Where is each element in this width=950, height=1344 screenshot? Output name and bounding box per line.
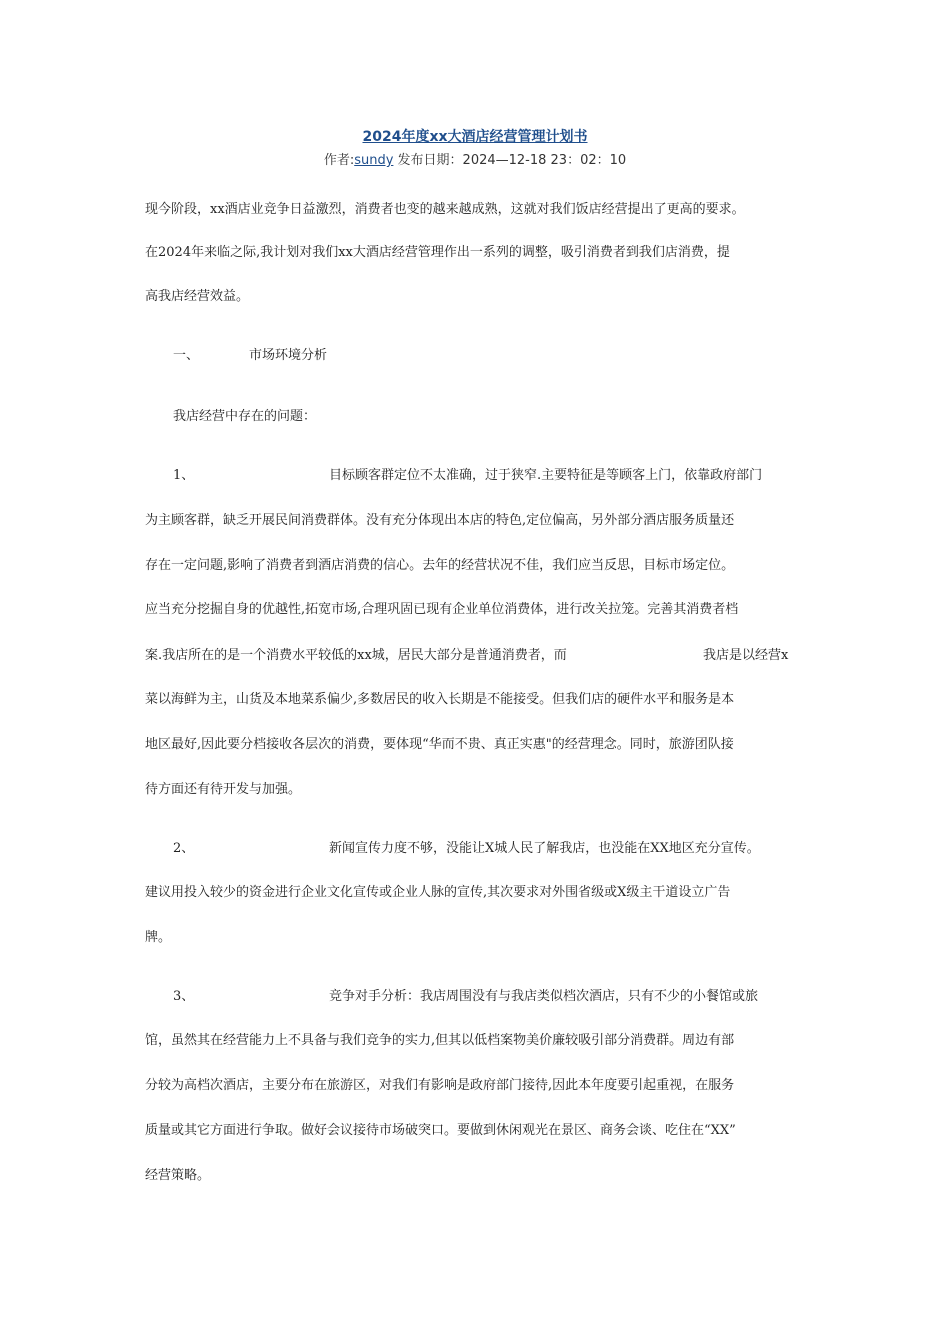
item-number: 1、 — [173, 468, 195, 483]
section-heading: 市场环境分析 — [249, 348, 328, 363]
item-line: 应当充分挖掘自身的优越性,拓宽市场,合理巩固已现有企业单位消费体，进行改关拉笼。完善其消费者档 — [145, 602, 739, 617]
subsection-heading: 我店经营中存在的问题： — [173, 409, 317, 424]
item-line: 建议用投入较少的资金进行企业文化宣传或企业人脉的宣传,其次要求对外围省级或X级主干道设立广告 — [145, 885, 731, 900]
item-number: 2、 — [173, 841, 195, 856]
item-line: 馆，虽然其在经营能力上不具备与我们竞争的实力,但其以低档案物美价廉较吸引部分消费群。周边有部 — [145, 1033, 735, 1048]
item-first-line: 竞争对手分析：我店周围没有与我店类似档次酒店，只有不少的小餐馆或旅 — [329, 989, 759, 1004]
author-link[interactable]: sundy — [354, 153, 394, 168]
item-line: 案.我店所在的是一个消费水平较低的xx城，居民大部分是普通消费者，而 — [145, 648, 567, 663]
section-number: 一、 — [173, 348, 200, 363]
item-line-continuation: 我店是以经营x — [703, 648, 789, 663]
publish-date: 2024—12-18 23：02：10 — [462, 153, 627, 168]
date-label: 发布日期： — [393, 153, 463, 168]
item-line: 待方面还有待开发与加强。 — [145, 782, 302, 797]
item-line: 经营策略。 — [145, 1168, 211, 1183]
intro-line: 现今阶段，xx酒店业竞争日益激烈，消费者也变的越来越成熟，这就对我们饭店经营提出了更高的要求。 — [145, 202, 745, 217]
item-number: 3、 — [173, 989, 195, 1004]
item-first-line: 目标顾客群定位不太准确，过于狭窄.主要特征是等顾客上门，依靠政府部门 — [329, 468, 763, 483]
intro-line: 在2024年来临之际,我计划对我们xx大酒店经营管理作出一系列的调整，吸引消费者到我们店消费，提 — [145, 245, 730, 260]
item-line: 分较为高档次酒店，主要分布在旅游区，对我们有影响是政府部门接待,因此本年度要引起重视，在服务 — [145, 1078, 735, 1093]
article-title[interactable]: 2024年度xx大酒店经营管理计划书 — [362, 129, 588, 145]
intro-line: 高我店经营效益。 — [145, 289, 250, 304]
item-line: 地区最好,因此要分档接收各层次的消费，要体现“华而不贵、真正实惠"的经营理念。同时，旅游团队接 — [145, 737, 734, 752]
item-line: 牌。 — [145, 930, 172, 945]
item-line: 存在一定问题,影响了消费者到酒店消费的信心。去年的经营状况不佳，我们应当反思，目标市场定位。 — [145, 558, 735, 573]
article-meta — [0, 152, 950, 170]
author-label: 作者: — [323, 153, 355, 168]
item-line: 菜以海鲜为主，山货及本地菜系偏少,多数居民的收入长期是不能接受。但我们店的硬件水平和服务是本 — [145, 692, 735, 707]
item-line: 为主顾客群，缺乏开展民间消费群体。没有充分体现出本店的特色,定位偏高，另外部分酒店服务质量还 — [145, 513, 735, 528]
item-first-line: 新闻宣传力度不够，没能让X城人民了解我店，也没能在XX地区充分宣传。 — [329, 841, 760, 856]
item-line: 质量或其它方面进行争取。做好会议接待市场破突口。要做到休闲观光在景区、商务会谈、吃住在“XX” — [145, 1123, 736, 1138]
